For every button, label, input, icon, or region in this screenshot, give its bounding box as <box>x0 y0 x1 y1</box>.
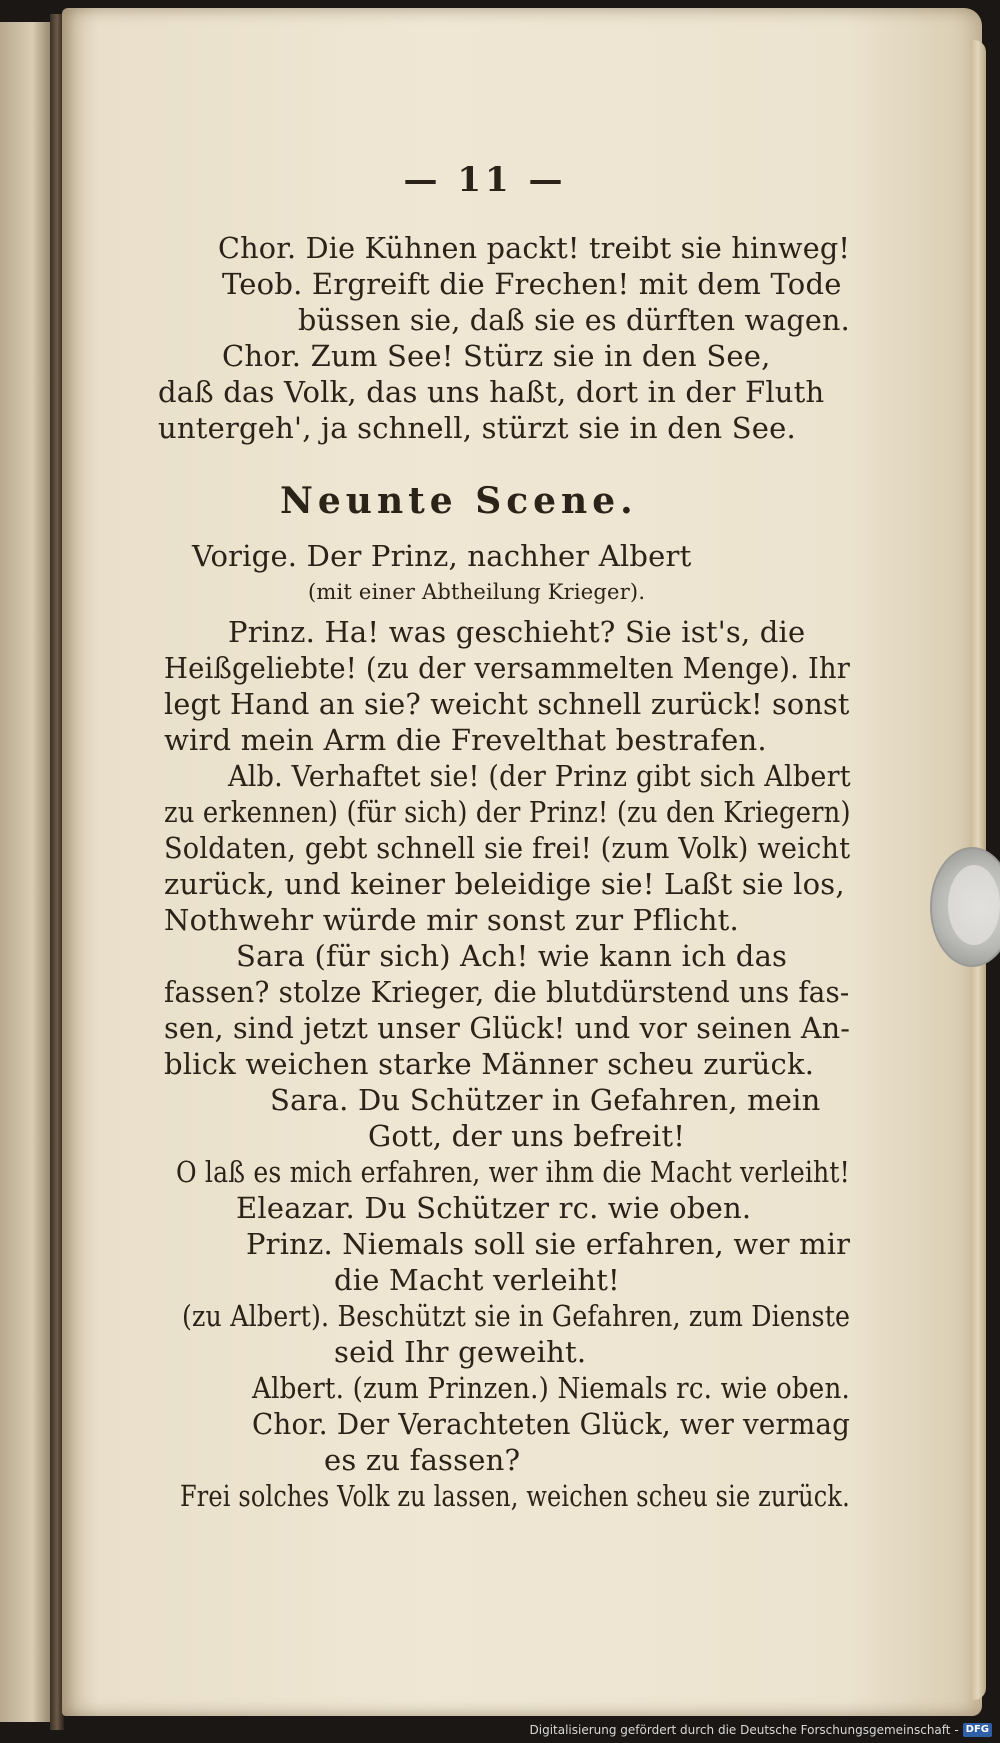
text-line: Sara (für sich) Ach! wie kann ich das <box>236 939 788 973</box>
text-line: Albert. (zum Prinzen.) Niemals rc. wie oben. <box>252 1371 850 1405</box>
text-line: Eleazar. Du Schützer rc. wie oben. <box>236 1191 752 1225</box>
text-line: Heißgeliebte! (zu der versammelten Menge). Ihr <box>164 651 851 685</box>
text-line: Teob. Ergreift die Frechen! mit dem Tode <box>222 267 842 301</box>
text-line: Chor. Zum See! Stürz sie in den See, <box>222 339 771 373</box>
text-line: Prinz. Niemals soll sie erfahren, wer mir <box>246 1227 851 1261</box>
text-line: O laß es mich erfahren, wer ihm die Macht verleiht! <box>176 1155 850 1189</box>
text-line: seid Ihr geweiht. <box>334 1335 587 1369</box>
text-line: Chor. Die Kühnen packt! treibt sie hinweg! <box>218 231 851 265</box>
text-line: zurück, und keiner beleidige sie! Laßt sie los, <box>164 867 845 901</box>
digitization-footer <box>530 1719 993 1741</box>
text-line: blick weichen starke Männer scheu zurück. <box>164 1047 815 1081</box>
footer-text: Digitalisierung gefördert durch die Deutsche Forschungsgemeinschaft - <box>529 1723 959 1737</box>
text-line: fassen? stolze Krieger, die blutdürstend uns fas- <box>164 975 850 1009</box>
text-line: Frei solches Volk zu lassen, weichen scheu sie zurück. <box>180 1479 850 1513</box>
stage-direction: (mit einer Abtheilung Krieger). <box>308 580 646 604</box>
text-line: wird mein Arm die Frevelthat bestrafen. <box>164 723 767 757</box>
dfg-logo-icon: DFG <box>963 1723 992 1737</box>
page-number: — 11 — <box>403 160 567 200</box>
text-line: daß das Volk, das uns haßt, dort in der Fluth <box>158 375 825 409</box>
text-line: zu erkennen) (für sich) der Prinz! (zu den Kriegern) <box>164 795 851 829</box>
text-line: Chor. Der Verachteten Glück, wer vermag <box>252 1407 851 1441</box>
scene-heading: Neunte Scene. <box>280 480 638 522</box>
text-line: sen, sind jetzt unser Glück! und vor seinen An- <box>164 1011 851 1045</box>
text-line: legt Hand an sie? weicht schnell zurück! sonst <box>164 687 850 721</box>
text-line: Nothwehr würde mir sonst zur Pflicht. <box>164 903 739 937</box>
text-line: Sara. Du Schützer in Gefahren, mein <box>270 1083 821 1117</box>
text-line: Alb. Verhaftet sie! (der Prinz gibt sich Albert <box>228 759 851 793</box>
text-line: Gott, der uns befreit! <box>368 1119 686 1153</box>
text-line: untergeh', ja schnell, stürzt sie in den See. <box>158 411 796 445</box>
text-line: es zu fassen? <box>324 1443 521 1477</box>
text-line: Prinz. Ha! was geschieht? Sie ist's, die <box>228 615 806 649</box>
text-line: büssen sie, daß sie es dürften wagen. <box>298 303 850 337</box>
text-line: Vorige. Der Prinz, nachher Albert <box>192 539 692 573</box>
text-line: Soldaten, gebt schnell sie frei! (zum Volk) weicht <box>164 831 851 865</box>
text-line: (zu Albert). Beschützt sie in Gefahren, zum Dienste <box>182 1299 851 1333</box>
text-line: die Macht verleiht! <box>334 1263 620 1297</box>
